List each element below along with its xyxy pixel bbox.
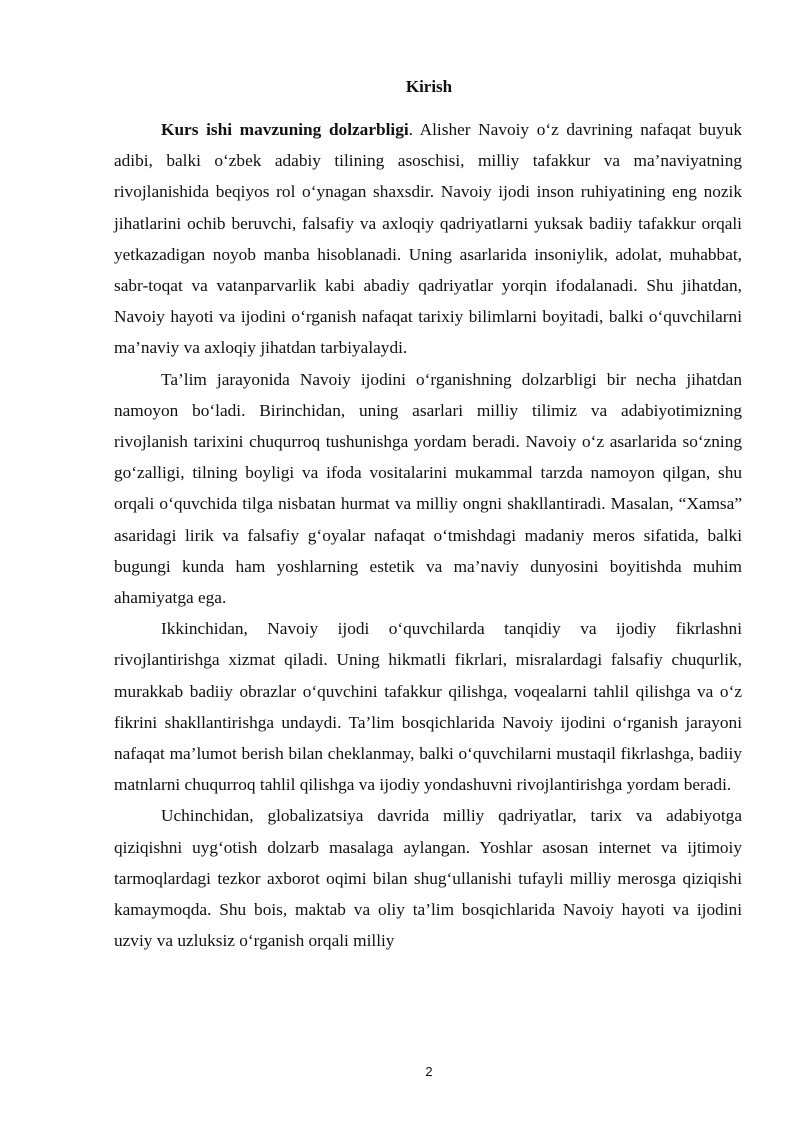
paragraph-text: Ikkinchidan, Navoiy ijodi o‘quvchilarda tanqidiy va ijodiy fikrlashni rivojlantirishga xizmat qiladi. Uning hikmatli fikrlari, misralardagi falsafiy chuqurlik, murakkab badiiy obrazlar o‘quvchini tafakkur qilishga, voqealarni tahlil qilishga va o‘z fikrini shakllantirishga undaydi. Ta’lim bosqichlarida Navoiy ijodini o‘rganish jarayoni nafaqat ma’lumot berish bilan cheklanmay, balki o‘quvchilarni mustaqil fikrlashga, badiiy matnlarni chuqurroq tahlil qilishga va ijodiy yondashuvni rivojlantirishga yordam beradi. [114,619,742,795]
paragraph-first-reason [114,364,742,614]
paragraph-relevance [114,114,742,364]
page-number: 2 [425,1064,433,1079]
paragraph-text: Uchinchidan, globalizatsiya davrida milliy qadriyatlar, tarix va adabiyotga qiziqishni uyg‘otish dolzarb masalaga aylangan. Yoshlar asosan internet va ijtimoiy tarmoqlardagi tezkor axborot oqimi bilan shug‘ullanishi tufayli milliy merosga qiziqishi kamaymoqda. Shu bois, maktab va oliy ta’lim bosqichlarida Navoiy hayoti va ijodini uzviy va uzluksiz o‘rganish orqali milliy [114,806,742,951]
body-text [114,114,742,956]
paragraph-text: . Alisher Navoiy o‘z davrining nafaqat buyuk adibi, balki o‘zbek adabiy tilining asoschisi, milliy tafakkur va ma’naviyatning rivojlanishida beqiyos rol o‘ynagan shaxsdir. Navoiy ijodi inson ruhiyatining eng nozik jihatlarini ochib beruvchi, falsafiy va axloqiy qadriyatlarni yuksak badiiy tafakkur orqali yetkazadigan noyob manba hisoblanadi. Uning asarlarida insoniylik, adolat, muhabbat, sabr-toqat va vatanparvarlik kabi abadiy qadriyatlar yorqin ifodalanadi. Shu jihatdan, Navoiy hayoti va ijodini o‘rganish nafaqat tarixiy bilimlarni boyitadi, balki o‘quvchilarni ma’naviy va axloqiy jihatdan tarbiyalaydi. [114,120,742,358]
paragraph-second-reason [114,613,742,800]
paragraph-lead: Kurs ishi mavzuning dolzarbligi [161,120,409,139]
section-heading: Kirish [405,77,453,96]
paragraph-text: Ta’lim jarayonida Navoiy ijodini o‘rganishning dolzarbligi bir necha jihatdan namoyon bo‘ladi. Birinchidan, uning asarlari milliy tilimiz va adabiyotimizning rivojlanish tarixini chuqurroq tushunishga yordam beradi. Navoiy o‘z asarlarida so‘zning go‘zalligi, tilning boyligi va ifoda vositalarini mukammal tarzda namoyon qilgan, shu orqali o‘quvchida tilga nisbatan hurmat va milliy ongni shakllantiradi. Masalan, “Xamsa” asaridagi lirik va falsafiy g‘oyalar nafaqat o‘tmishdagi madaniy meros sifatida, balki bugungi kunda ham yoshlarning estetik va ma’naviy dunyosini boyitishda muhim ahamiyatga ega. [114,369,742,608]
paragraph-third-reason [114,800,742,956]
